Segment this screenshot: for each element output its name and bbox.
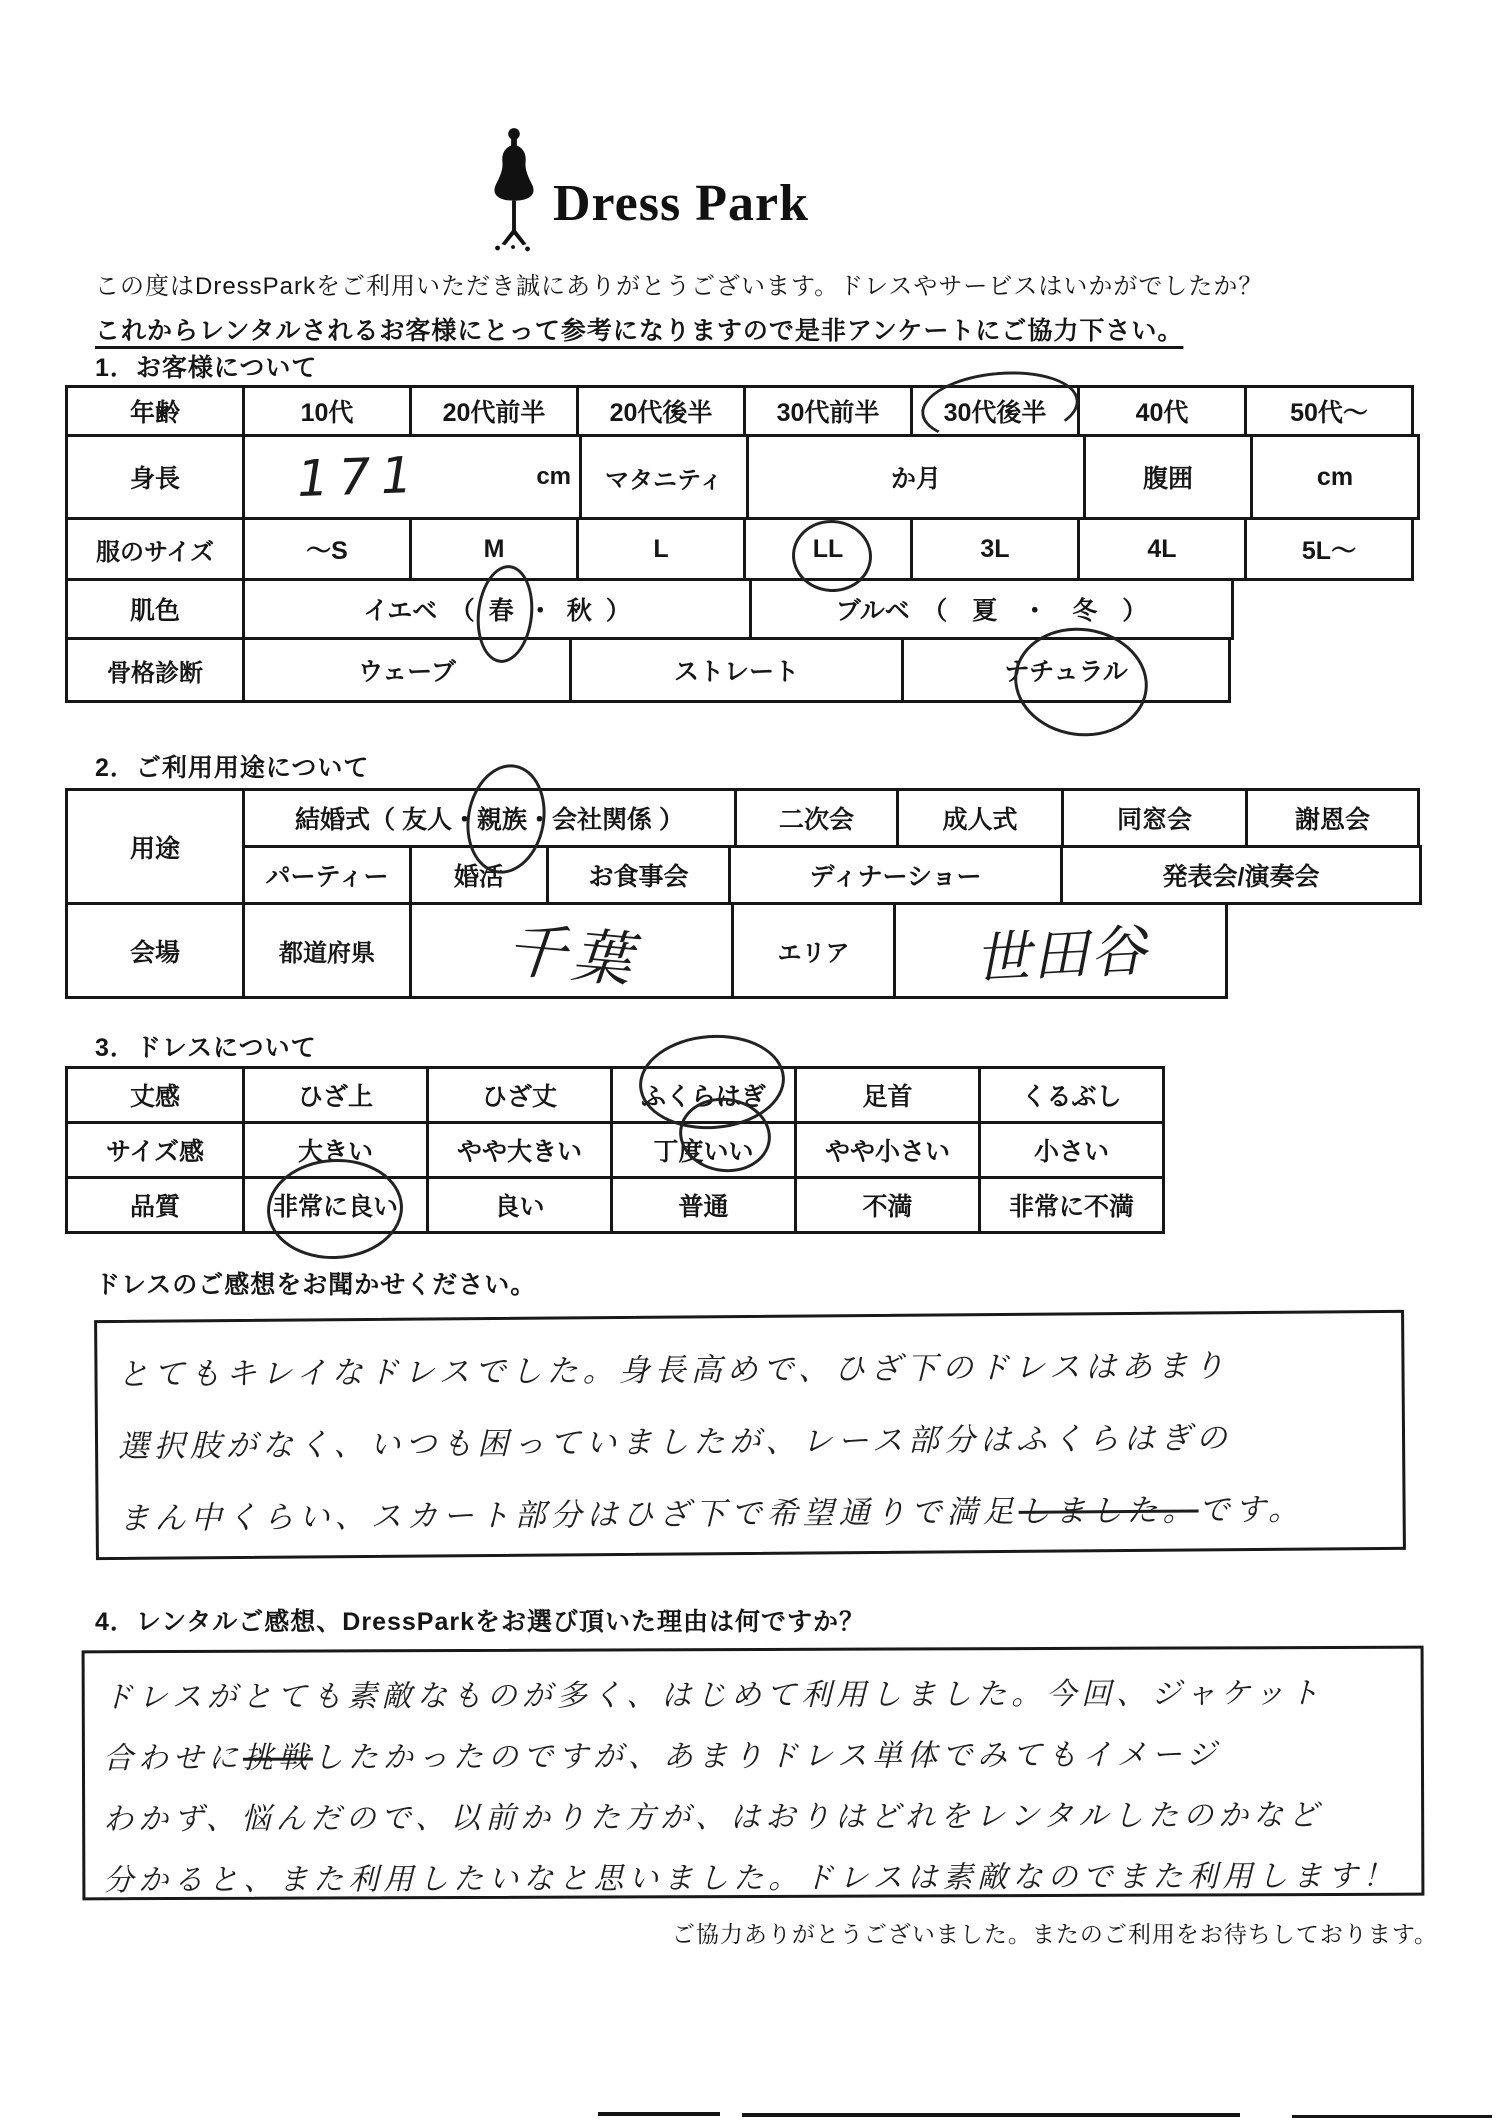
length-option: ひざ上 (242, 1066, 429, 1124)
frame-label: 骨格診断 (65, 637, 245, 703)
age-row (65, 385, 1420, 437)
age-option-selected (910, 385, 1080, 437)
skin-yebe-text: イエベ （ (363, 597, 475, 625)
dress-comment-prompt: ドレスのご感想をお聞かせください。 (95, 1271, 537, 1299)
length-option: 足首 (794, 1066, 981, 1124)
comment-line: とてもキレイなドレスでした。身長高めで、ひざ下のドレスはあまり (117, 1348, 1230, 1393)
age-option: 50代～ (1244, 385, 1414, 437)
skin-label: 肌色 (65, 578, 245, 640)
frame-row (65, 637, 1420, 703)
skin-sep-text: ・ (527, 597, 553, 625)
skin-autumn-text: 秋 (566, 597, 592, 625)
fit-option-selected (610, 1121, 797, 1179)
quality-row (65, 1176, 1165, 1234)
wedding-pre-text: 結婚式（ 友人・ (295, 806, 477, 834)
frame-option-selected (901, 637, 1231, 703)
scan-artifact-line (598, 2112, 720, 2116)
fit-option-text: 丁度いい (653, 1138, 754, 1166)
dress-table (65, 1066, 1165, 1234)
intro-line-1: この度はDressParkをご利用いただき誠にありがとうございます。ドレスやサービスはいかがでしたか？ (95, 273, 1264, 300)
rental-comment-box (82, 1646, 1425, 1901)
waist-unit: cm (1250, 434, 1420, 520)
area-label: エリア (731, 902, 896, 999)
fit-row (65, 1121, 1165, 1179)
intro (95, 266, 1455, 347)
frame-option-text: ナチュラル (1004, 658, 1128, 686)
frame-option: ストレート (569, 637, 904, 703)
height-label: 身長 (65, 434, 245, 520)
size-option-text: LL (812, 534, 844, 563)
skin-row (65, 578, 1420, 640)
height-value-handwritten: 171 (296, 445, 424, 509)
purpose-option: 発表会/演奏会 (1060, 845, 1422, 905)
quality-option: 非常に不満 (978, 1176, 1165, 1234)
months-label: か月 (746, 434, 1086, 520)
comment-text: したかったのですが、あまりドレス単体でみてもイメージ (312, 1737, 1222, 1776)
size-option: M (409, 517, 579, 581)
quality-option: 良い (426, 1176, 613, 1234)
quality-option: 不満 (794, 1176, 981, 1234)
length-option-selected (610, 1066, 797, 1124)
comment-line: 分かると、また利用したいなと思いました。ドレスは素敵なのでまた利用します！ (103, 1858, 1398, 1899)
maternity-label: マタニティ (579, 434, 749, 520)
purpose-option: お食事会 (546, 845, 731, 905)
intro-line-2: これからレンタルされるお客様にとって参考になりますので是非アンケートにご協力下さい。 (95, 317, 1184, 345)
comment-line (103, 1724, 1415, 1790)
size-option: 4L (1077, 517, 1247, 581)
skin-spring-text: 春 (488, 597, 514, 625)
fit-option: やや小さい (794, 1121, 981, 1179)
dress-comment-box (94, 1310, 1406, 1560)
purpose-option: 成人式 (896, 788, 1064, 848)
age-option: 20代後半 (576, 385, 746, 437)
fit-option: やや大きい (426, 1121, 613, 1179)
quality-option: 普通 (610, 1176, 797, 1234)
comment-text: です。 (1198, 1491, 1305, 1529)
wedding-circled-text: 親族 (476, 806, 527, 834)
usage-table (65, 788, 1422, 999)
comment-line: 選択肢がなく、いつも困っていましたが、レース部分はふくらはぎの (117, 1420, 1233, 1465)
logo (0, 126, 1397, 259)
scan-artifact-line (742, 2113, 1240, 2117)
prefecture-value-cell (409, 902, 734, 999)
size-option: ～S (242, 517, 412, 581)
frame-option: ウェーブ (242, 637, 572, 703)
purpose-row-1 (242, 788, 1422, 848)
purpose-option: 二次会 (734, 788, 899, 848)
skin-close-text: ） (605, 597, 631, 625)
wedding-post-text: ・会社関係 ） (527, 806, 684, 834)
age-option: 10代 (242, 385, 412, 437)
age-option: 30代前半 (743, 385, 913, 437)
area-value-cell (893, 902, 1228, 999)
height-unit: cm (536, 463, 571, 490)
comment-line (118, 1473, 1395, 1555)
purpose-option: ディナーショー (728, 845, 1063, 905)
size-label: 服のサイズ (65, 517, 245, 581)
size-option: 5L～ (1244, 517, 1414, 581)
section1-heading: 1．お客様について (95, 354, 318, 382)
section2-heading: 2．ご利用用途について (95, 754, 370, 782)
section4-heading: 4．レンタルご感想、DressParkをお選び頂いた理由は何ですか？ (95, 1608, 865, 1636)
area-value-handwritten: 世田谷 (972, 917, 1150, 993)
purpose-option: 謝恩会 (1245, 788, 1420, 848)
height-row (65, 434, 1420, 520)
purpose-option-wedding (242, 788, 737, 848)
section3-heading: 3．ドレスについて (95, 1034, 317, 1062)
venue-row (65, 902, 1422, 999)
purpose-option: 同窓会 (1061, 788, 1248, 848)
purpose-label: 用途 (65, 788, 245, 905)
venue-label: 会場 (65, 902, 245, 999)
quality-option-text: 非常に良い (272, 1193, 398, 1221)
prefecture-label: 都道府県 (242, 902, 412, 999)
fit-option: 小さい (978, 1121, 1165, 1179)
size-option: 3L (910, 517, 1080, 581)
comment-struck-text: 挑戦 (242, 1740, 314, 1776)
length-option: くるぶし (978, 1066, 1165, 1124)
skin-blue-base-cell: ブルベ （ 夏 ・ 冬 ） (749, 578, 1234, 640)
purpose-option: パーティー (242, 845, 412, 905)
height-value-cell (242, 434, 582, 520)
scan-artifact-line (1292, 2115, 1492, 2118)
length-option: ひざ丈 (426, 1066, 613, 1124)
skin-yellow-base-cell (242, 578, 752, 640)
purpose-rows (65, 788, 1422, 905)
prefecture-value-handwritten: 千葉 (502, 914, 640, 997)
skin-spring-selected (489, 591, 514, 627)
fit-option: 大きい (242, 1121, 429, 1179)
comment-text: 合わせに (102, 1740, 244, 1777)
customer-table (65, 385, 1420, 703)
dress-form-icon (485, 126, 543, 259)
wedding-relative-selected (477, 800, 527, 836)
size-option-selected (743, 517, 913, 581)
comment-line: わかず、悩んだので、以前かりた方が、はおりはどれをレンタルしたのかなど (103, 1798, 1324, 1838)
quality-label: 品質 (65, 1176, 245, 1234)
age-option-text: 30代後半 (943, 399, 1047, 427)
logo-text: Dress Park (552, 175, 809, 232)
purpose-option: 婚活 (409, 845, 549, 905)
length-row (65, 1066, 1165, 1124)
size-row (65, 517, 1420, 581)
footer-note: ご協力ありがとうございました。またのご利用をお待ちしております。 (671, 1921, 1438, 1947)
fit-label: サイズ感 (65, 1121, 245, 1179)
age-label: 年齢 (65, 385, 245, 437)
purpose-row-2 (242, 845, 1422, 905)
comment-struck-text: しました。 (1018, 1492, 1199, 1530)
comment-line: ドレスがとても素敵なものが多く、はじめて利用しました。今回、ジャケット (102, 1676, 1325, 1716)
quality-option-selected (242, 1176, 429, 1234)
comment-text: まん中くらい、スカート部分はひざ下で希望通りで満足 (118, 1493, 1019, 1537)
age-option: 40代 (1077, 385, 1247, 437)
size-option: L (576, 517, 746, 581)
age-option: 20代前半 (409, 385, 579, 437)
length-label: 丈感 (65, 1066, 245, 1124)
length-option-text: ふくらはぎ (640, 1083, 766, 1111)
waist-label: 腹囲 (1083, 434, 1253, 520)
